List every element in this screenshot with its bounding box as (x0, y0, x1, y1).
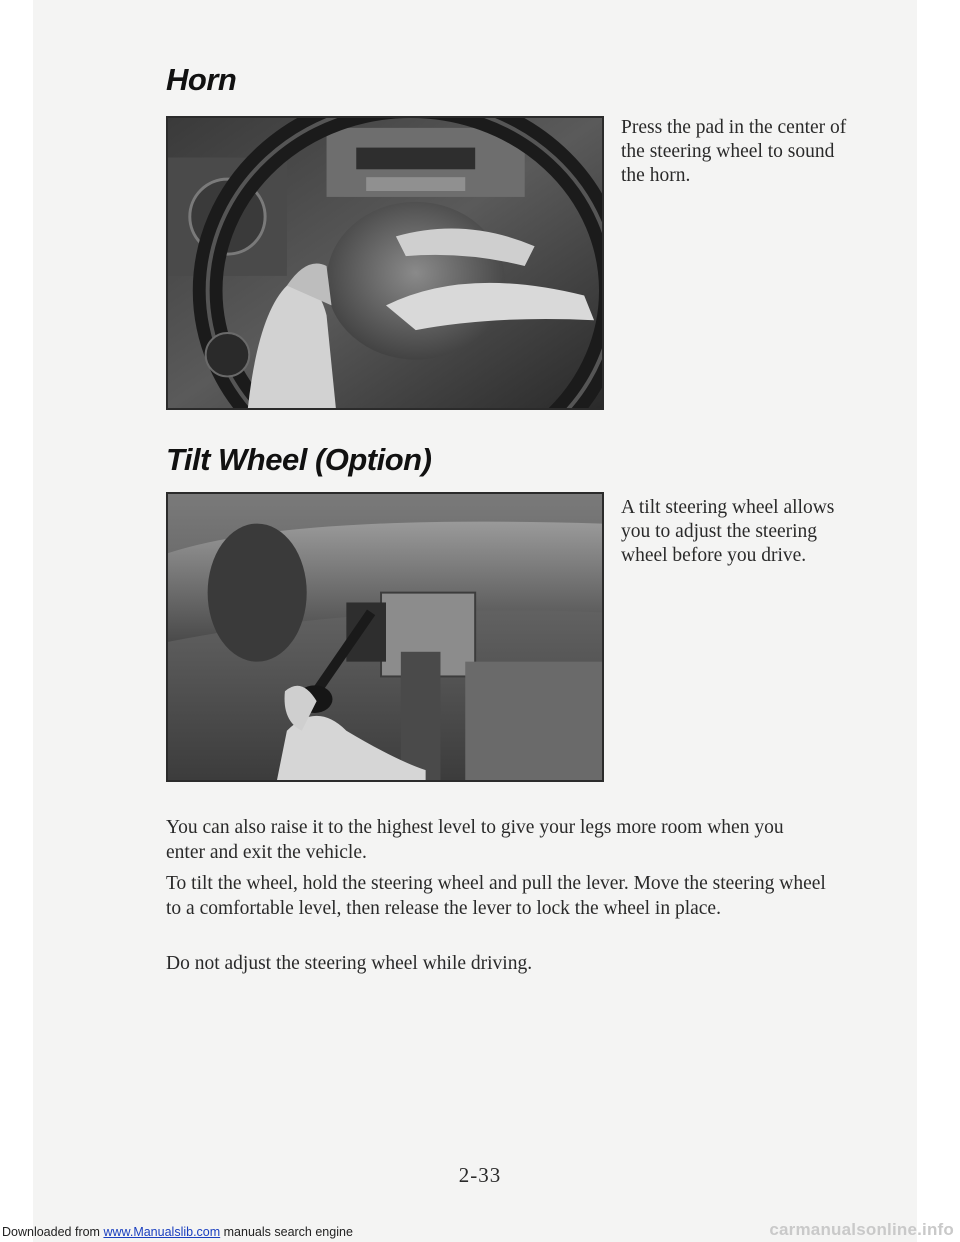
tilt-wheel-heading: Tilt Wheel (Option) (166, 442, 432, 477)
footer-suffix: manuals search engine (220, 1225, 353, 1239)
horn-photo-image (168, 118, 602, 408)
body-paragraph-how-to-tilt: To tilt the wheel, hold the steering wheel and pull the lever. Move the steering wheel to a comfortable level, then release the lever to lock the wheel in place. (166, 873, 826, 919)
horn-steering-wheel-photo (166, 116, 604, 410)
tilt-photo-image (168, 494, 602, 780)
horn-description: Press the pad in the center of the steering wheel to sound the horn. (621, 117, 847, 186)
tilt-lever-photo (166, 492, 604, 782)
tilt-wheel-description: A tilt steering wheel allows you to adjust the steering wheel before you drive. (621, 497, 835, 566)
page-number: 2-33 (458, 1163, 502, 1187)
body-paragraph-warning: Do not adjust the steering wheel while driving. (166, 953, 533, 974)
body-paragraph-raise: You can also raise it to the highest level to give your legs more room when you enter and exit the vehicle. (166, 817, 784, 863)
download-footer (0, 1222, 960, 1242)
footer-source (2, 1222, 353, 1242)
horn-heading: Horn (166, 62, 237, 97)
manualslib-link[interactable]: www.Manualslib.com (103, 1225, 221, 1239)
watermark: carmanualsonline.info (769, 1220, 954, 1239)
footer-prefix: Downloaded from (2, 1225, 104, 1239)
